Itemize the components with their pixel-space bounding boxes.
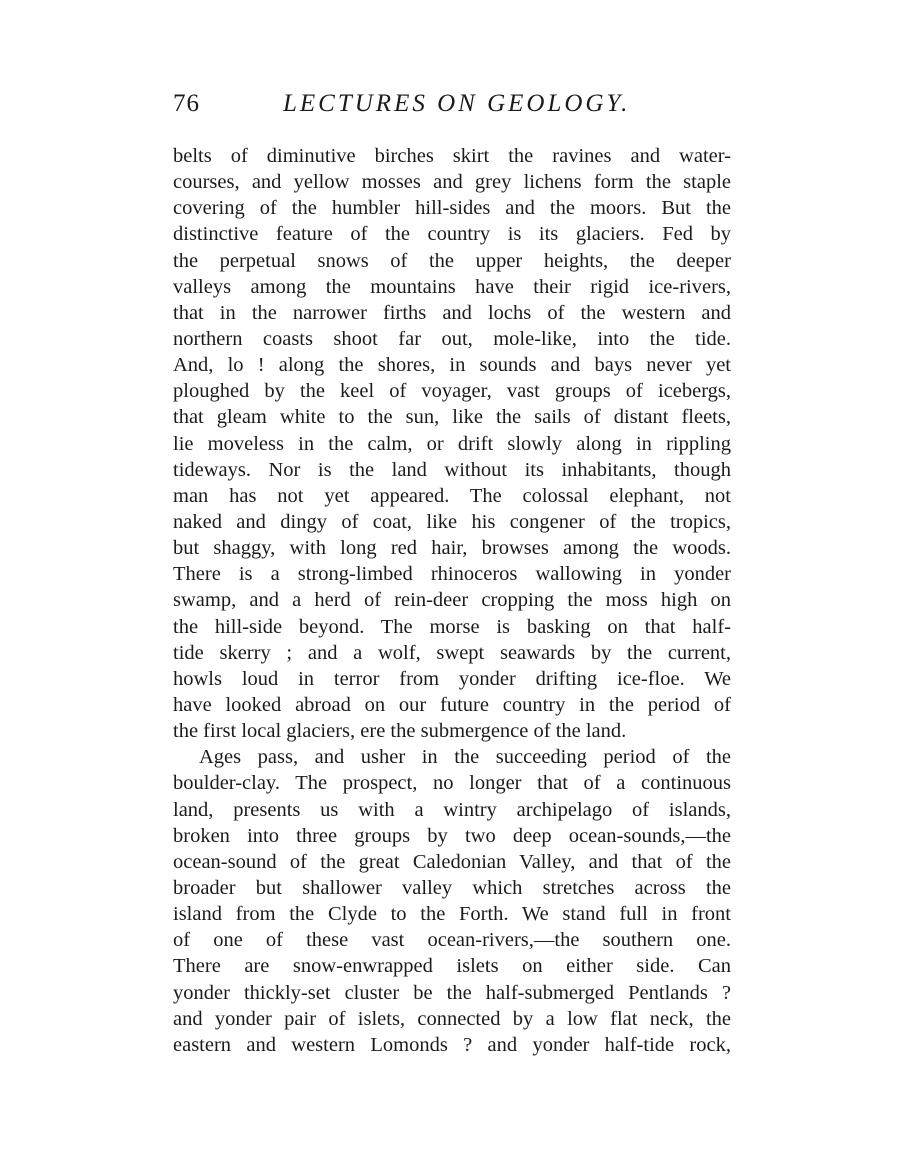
text-line: land, presents us with a wintry archipelago of islands, xyxy=(173,798,731,821)
text-line: naked and dingy of coat, like his congener of the tropics, xyxy=(173,510,731,533)
text-line: And, lo ! along the shores, in sounds and bays never yet xyxy=(173,354,731,377)
text-line: covering of the humbler hill-sides and the moors. But the xyxy=(173,197,731,220)
text-line: the hill-side beyond. The morse is basking on that half- xyxy=(173,615,731,638)
text-line: swamp, and a herd of rein-deer cropping the moss high on xyxy=(173,589,731,612)
text-line: that gleam white to the sun, like the sails of distant fleets, xyxy=(173,406,731,429)
text-line: island from the Clyde to the Forth. We stand full in front xyxy=(173,903,731,926)
text-line: boulder-clay. The prospect, no longer that of a continuous xyxy=(173,772,731,795)
text-line: northern coasts shoot far out, mole-like, into the tide. xyxy=(173,327,731,350)
text-line: of one of these vast ocean-rivers,—the southern one. xyxy=(173,929,731,952)
paragraph-1 xyxy=(173,143,731,744)
text-line: There is a strong-limbed rhinoceros wallowing in yonder xyxy=(173,563,731,586)
text-line: lie moveless in the calm, or drift slowly along in rippling xyxy=(173,432,731,455)
text-line: broken into three groups by two deep ocean-sounds,—the xyxy=(173,824,731,847)
text-line: and yonder pair of islets, connected by a low flat neck, the xyxy=(173,1007,731,1030)
text-line: broader but shallower valley which stretches across the xyxy=(173,876,731,899)
text-line: belts of diminutive birches skirt the ravines and water- xyxy=(173,145,731,167)
text-line: ploughed by the keel of voyager, vast groups of icebergs, xyxy=(173,380,731,403)
text-line: man has not yet appeared. The colossal elephant, not xyxy=(173,484,731,507)
text-line: ocean-sound of the great Caledonian Valley, and that of the xyxy=(173,850,731,873)
running-head xyxy=(173,90,733,126)
text-line: distinctive feature of the country is its glaciers. Fed by xyxy=(173,223,731,246)
body-text xyxy=(173,143,731,1058)
text-line: howls loud in terror from yonder drifting ice-floe. We xyxy=(173,667,731,690)
text-line: courses, and yellow mosses and grey lichens form the staple xyxy=(173,171,731,194)
text-line: There are snow-enwrapped islets on either side. Can xyxy=(173,955,731,978)
paragraph-2 xyxy=(173,744,731,1058)
text-line: valleys among the mountains have their rigid ice-rivers, xyxy=(173,275,731,298)
running-title: LECTURES ON GEOLOGY. xyxy=(283,90,631,117)
text-line: have looked abroad on our future country in the period of xyxy=(173,693,731,716)
text-line: yonder thickly-set cluster be the half-submerged Pentlands ? xyxy=(173,981,731,1004)
page-number: 76 xyxy=(173,90,200,117)
text-line: the perpetual snows of the upper heights, the deeper xyxy=(173,249,731,272)
text-line: Ages pass, and usher in the succeeding period of the xyxy=(199,746,731,769)
text-line: tide skerry ; and a wolf, swept seawards by the current, xyxy=(173,641,731,664)
text-line: tideways. Nor is the land without its inhabitants, though xyxy=(173,458,731,481)
text-line: the first local glaciers, ere the submergence of the land. xyxy=(173,720,627,743)
text-line: eastern and western Lomonds ? and yonder half-tide rock, xyxy=(173,1033,731,1056)
text-line: that in the narrower firths and lochs of the western and xyxy=(173,301,731,324)
text-line: but shaggy, with long red hair, browses among the woods. xyxy=(173,537,731,560)
